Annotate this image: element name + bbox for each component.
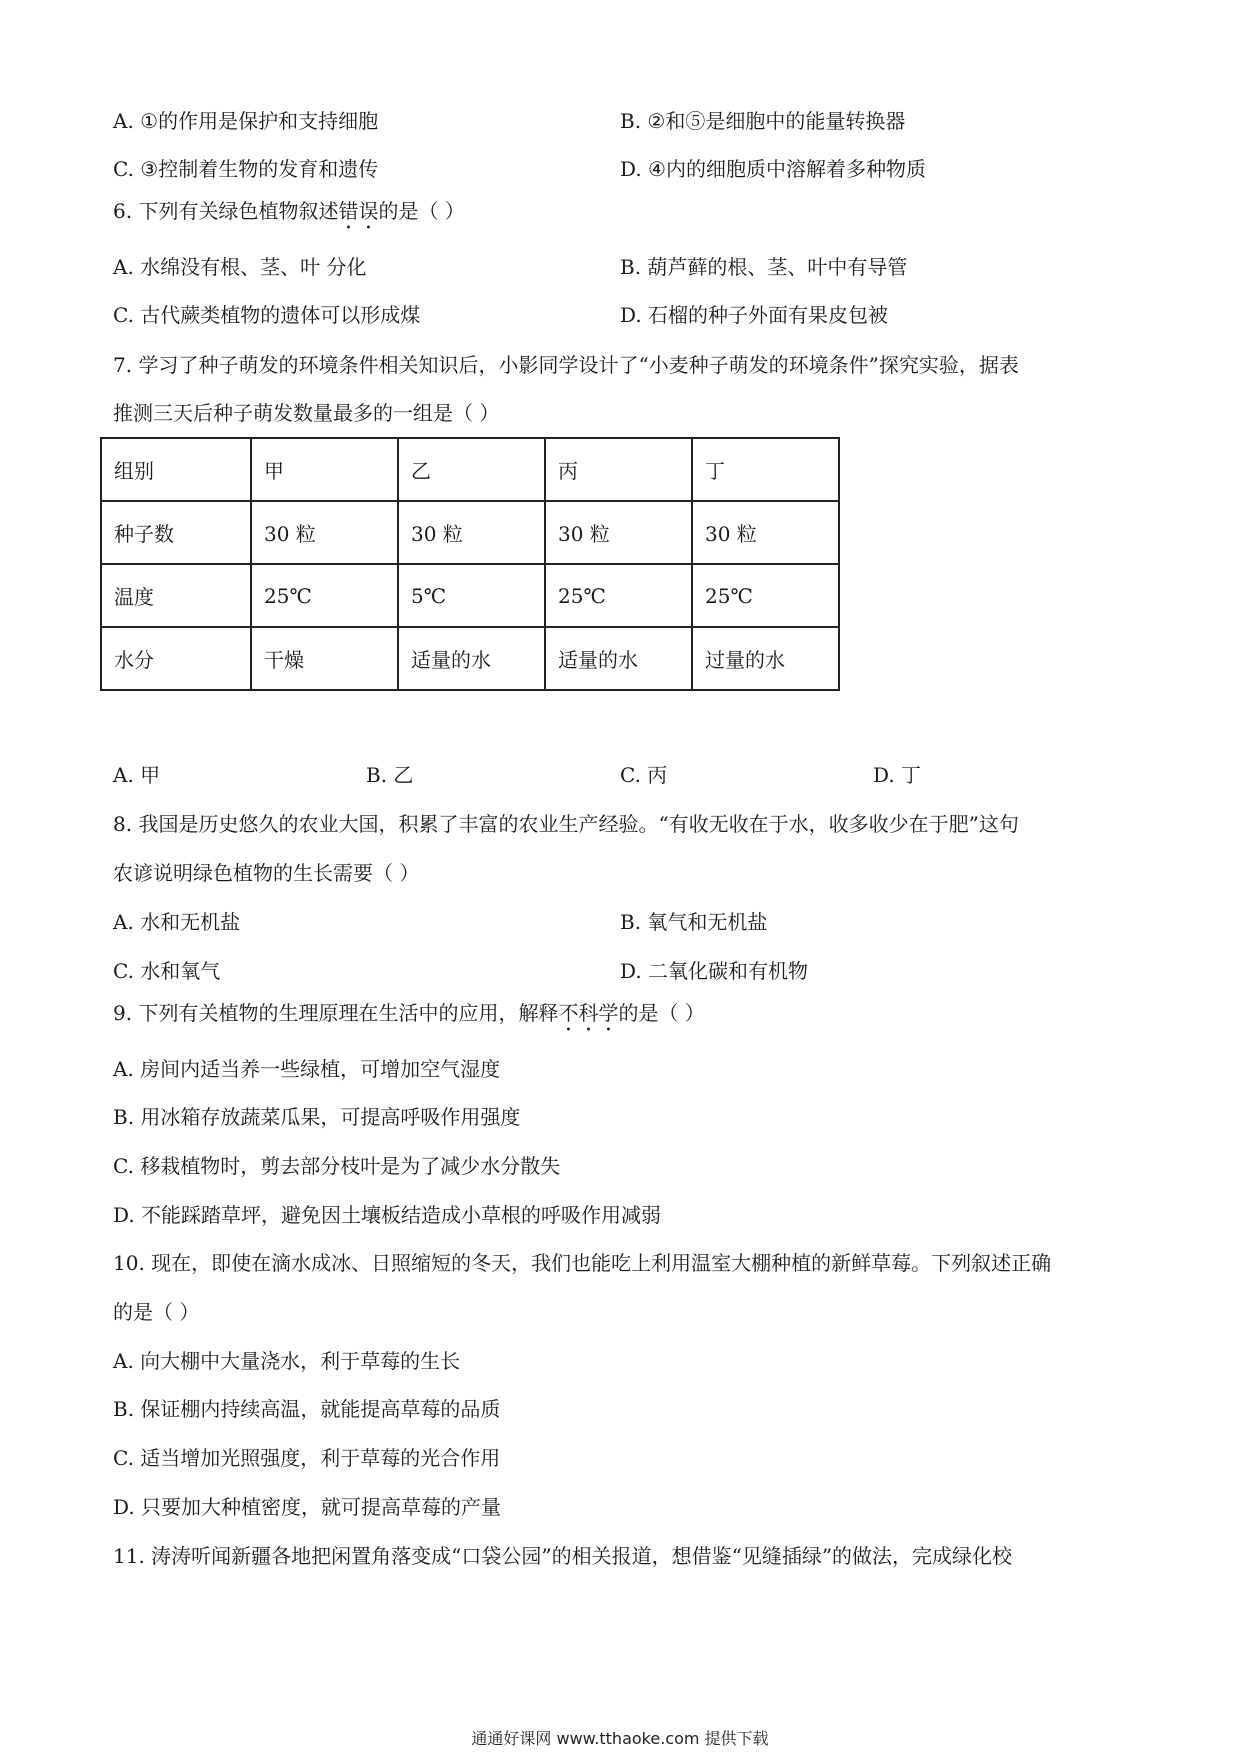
- q7-table: [100, 437, 840, 691]
- table-cell: 种子数: [101, 501, 251, 564]
- q11-stem-line1: 11. 涛涛听闻新疆各地把闲置角落变成“口袋公园”的相关报道，想借鉴“见缝插绿”的做法，完成绿化校: [113, 1544, 1013, 1568]
- q8-option-d: D. 二氧化碳和有机物: [620, 959, 809, 983]
- table-row: [101, 438, 839, 501]
- table-cell: 温度: [101, 564, 251, 627]
- q9-stem: [113, 1000, 705, 1036]
- q10-option-b: B. 保证棚内持续高温，就能提高草莓的品质: [113, 1397, 501, 1421]
- q6-option-b: B. 葫芦藓的根、茎、叶中有导管: [620, 255, 908, 279]
- q6-stem-emphasis: 错误: [338, 199, 379, 223]
- table-row: [101, 627, 839, 690]
- q9-option-b: B. 用冰箱存放蔬菜瓜果，可提高呼吸作用强度: [113, 1105, 521, 1129]
- q10-option-a: A. 向大棚中大量浇水，利于草莓的生长: [113, 1349, 461, 1373]
- q10-stem-line2: 的是（ ）: [113, 1300, 200, 1324]
- table-cell: 乙: [398, 438, 545, 501]
- q8-option-a: A. 水和无机盐: [113, 910, 241, 934]
- q8-option-c: C. 水和氧气: [113, 959, 221, 983]
- q10-stem-line1: 10. 现在，即使在滴水成冰、日照缩短的冬天，我们也能吃上利用温室大棚种植的新鲜草莓。下列叙述正确: [113, 1251, 1052, 1275]
- q6-stem: [113, 198, 465, 234]
- q5-option-a: A. ①的作用是保护和支持细胞: [113, 109, 379, 133]
- q7-option-a: A. 甲: [113, 763, 161, 787]
- q7-option-b: B. 乙: [366, 763, 414, 787]
- table-cell: 干燥: [251, 627, 398, 690]
- q7-stem-line1: 7. 学习了种子萌发的环境条件相关知识后，小影同学设计了“小麦种子萌发的环境条件”探究实验，据表: [113, 353, 1019, 377]
- q6-stem-post: 的是（ ）: [378, 199, 465, 223]
- table-cell: 25℃: [545, 564, 692, 627]
- q9-stem-post: 的是（ ）: [618, 1001, 705, 1025]
- table-cell: 水分: [101, 627, 251, 690]
- q7-option-c: C. 丙: [620, 763, 668, 787]
- q8-stem-line1: 8. 我国是历史悠久的农业大国，积累了丰富的农业生产经验。“有收无收在于水，收多收少在于肥”这句: [113, 812, 1019, 836]
- q10-option-d: D. 只要加大种植密度，就可提高草莓的产量: [113, 1495, 502, 1519]
- q10-option-c: C. 适当增加光照强度，利于草莓的光合作用: [113, 1446, 501, 1470]
- table-cell: 适量的水: [545, 627, 692, 690]
- table-cell: 30 粒: [692, 501, 839, 564]
- table-cell: 组别: [101, 438, 251, 501]
- page-footer: 通通好课网 www.tthaoke.com 提供下载: [471, 1729, 769, 1748]
- table-cell: 5℃: [398, 564, 545, 627]
- q9-stem-pre: 9. 下列有关植物的生理原理在生活中的应用，解释: [113, 1001, 559, 1025]
- q6-option-a: A. 水绵没有根、茎、叶 分化: [113, 255, 367, 279]
- table-cell: 甲: [251, 438, 398, 501]
- q5-option-d: D. ④内的细胞质中溶解着多种物质: [620, 157, 926, 181]
- table-row: [101, 501, 839, 564]
- q7-option-d: D. 丁: [873, 763, 922, 787]
- table-cell: 丁: [692, 438, 839, 501]
- table-cell: 25℃: [692, 564, 839, 627]
- table-cell: 25℃: [251, 564, 398, 627]
- table-cell: 30 粒: [398, 501, 545, 564]
- q5-option-c: C. ③控制着生物的发育和遗传: [113, 157, 379, 181]
- q9-stem-emphasis: 不科学: [558, 1001, 619, 1025]
- table-cell: 30 粒: [545, 501, 692, 564]
- q8-option-b: B. 氧气和无机盐: [620, 910, 768, 934]
- q6-stem-pre: 6. 下列有关绿色植物叙述: [113, 199, 339, 223]
- table-cell: 30 粒: [251, 501, 398, 564]
- q6-option-c: C. 古代蕨类植物的遗体可以形成煤: [113, 303, 421, 327]
- q7-stem-line2: 推测三天后种子萌发数量最多的一组是（ ）: [113, 401, 500, 425]
- table-cell: 丙: [545, 438, 692, 501]
- q9-option-d: D. 不能踩踏草坪，避免因土壤板结造成小草根的呼吸作用减弱: [113, 1203, 662, 1227]
- q9-option-a: A. 房间内适当养一些绿植，可增加空气湿度: [113, 1057, 501, 1081]
- q8-stem-line2: 农谚说明绿色植物的生长需要（ ）: [113, 861, 420, 885]
- q9-option-c: C. 移栽植物时，剪去部分枝叶是为了减少水分散失: [113, 1154, 561, 1178]
- table-cell: 适量的水: [398, 627, 545, 690]
- q6-option-d: D. 石榴的种子外面有果皮包被: [620, 303, 889, 327]
- table-cell: 过量的水: [692, 627, 839, 690]
- q5-option-b: B. ②和⑤是细胞中的能量转换器: [620, 109, 906, 133]
- table-row: [101, 564, 839, 627]
